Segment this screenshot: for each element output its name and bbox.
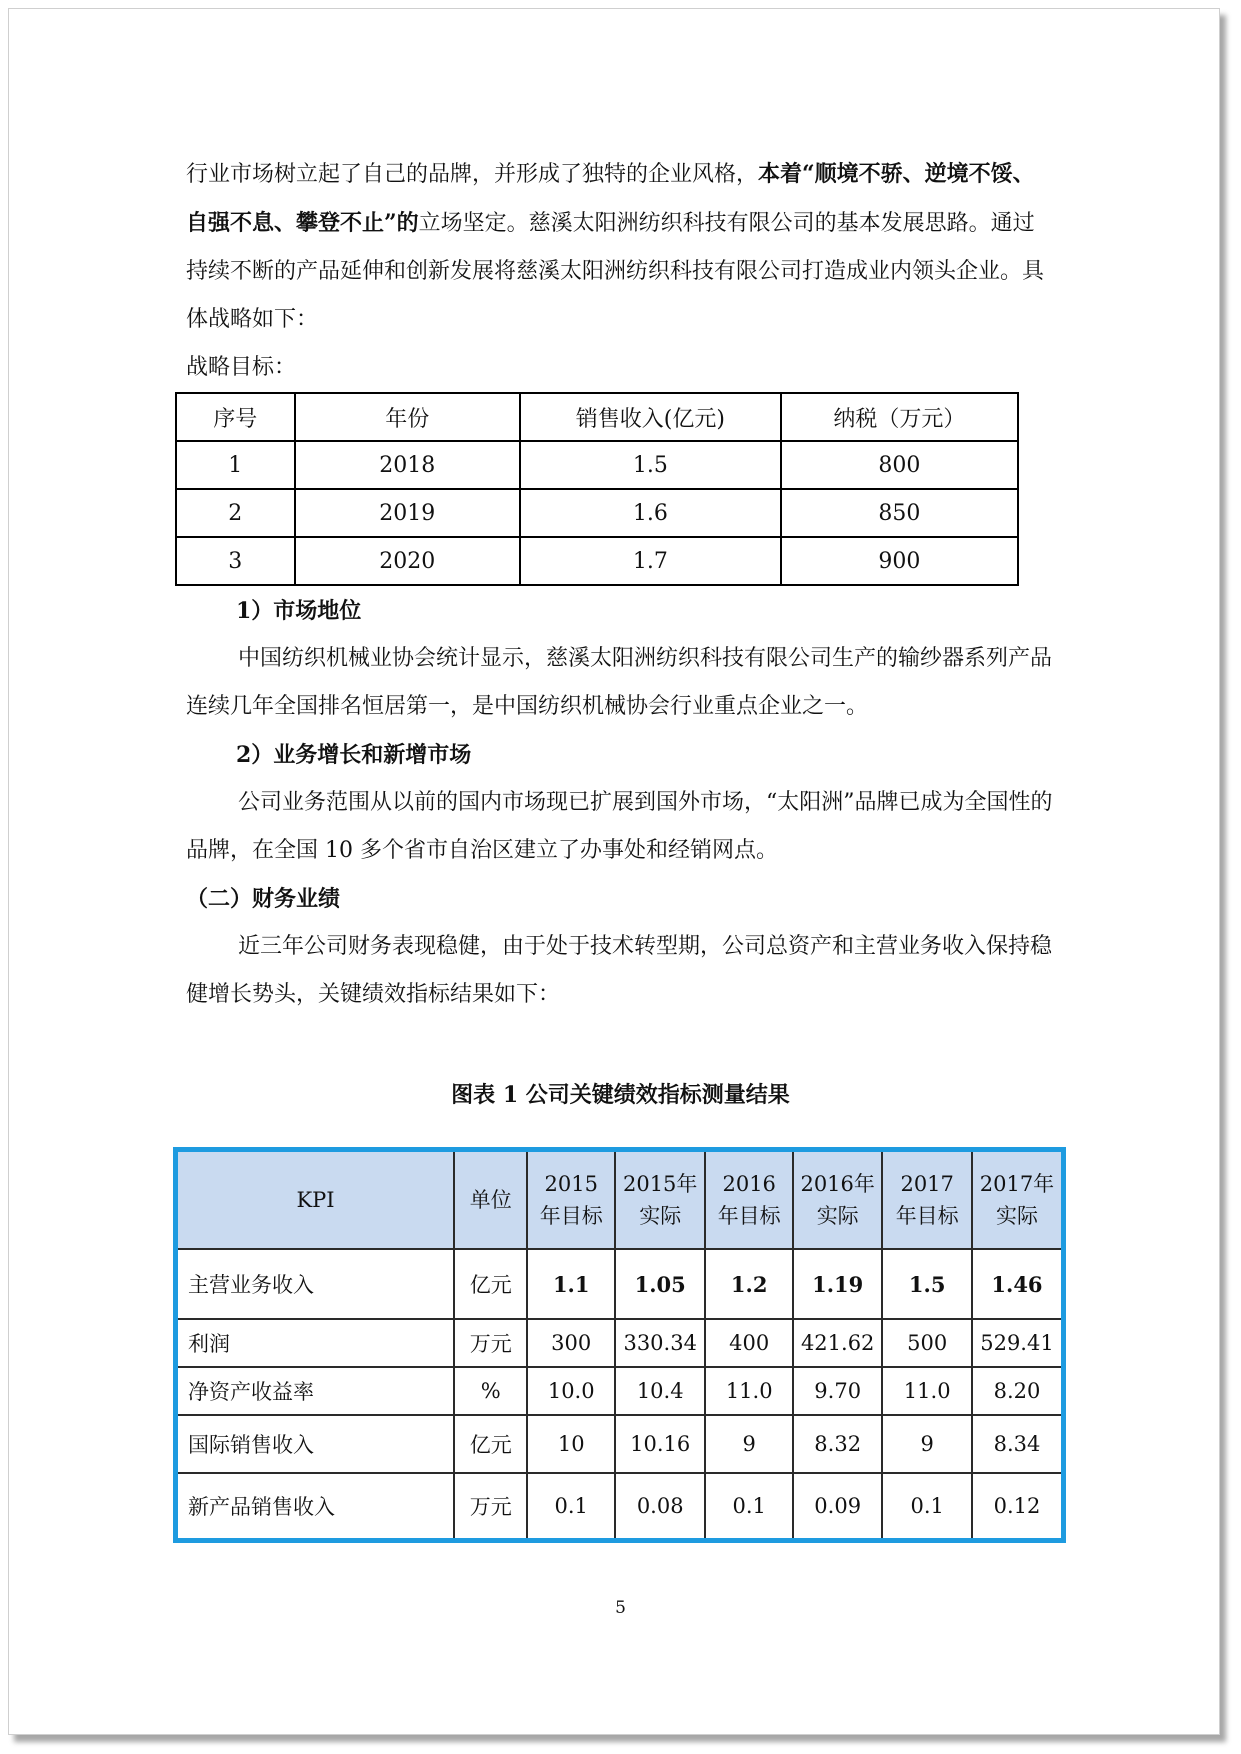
kpi-value: 1.1	[527, 1249, 614, 1319]
kpi-value: 9	[882, 1415, 972, 1473]
kpi-value: 0.1	[527, 1473, 614, 1541]
intro-text-b: 立场坚定。慈溪太阳洲纺织科技有限公司的基本发展思路。通过持续不断的产品延伸和创新发展将慈溪太阳洲纺织科技有限公司打造成业内领头企业。具体战略如下：	[186, 211, 1045, 332]
kpi-row	[176, 1319, 1064, 1367]
intro-text-bold: 本着“顺境不骄、逆境不馁、自强不息、攀登不止”的	[186, 161, 1035, 236]
kpi-value: 10	[527, 1415, 614, 1473]
table-cell: 纳税（万元）	[781, 393, 1018, 441]
strategy-table	[175, 392, 1019, 586]
kpi-value: 9	[705, 1415, 792, 1473]
kpi-value: 10.16	[615, 1415, 706, 1473]
table-row	[176, 441, 1018, 489]
kpi-unit: 万元	[454, 1473, 527, 1541]
table-cell: 1.7	[520, 537, 781, 585]
strategy-label: 战略目标：	[186, 355, 297, 380]
kpi-value: 0.09	[793, 1473, 883, 1541]
body-text	[186, 150, 1056, 392]
kpi-header-cell: 2016年 实际	[793, 1150, 883, 1250]
table-cell: 850	[781, 489, 1018, 537]
kpi-header-cell: 单位	[454, 1150, 527, 1250]
table-cell: 2018	[295, 441, 520, 489]
table-header-row	[176, 393, 1018, 441]
kpi-header-cell: KPI	[176, 1150, 455, 1250]
kpi-value: 529.41	[972, 1319, 1064, 1367]
kpi-value: 300	[527, 1319, 614, 1367]
kpi-unit: 亿元	[454, 1249, 527, 1319]
kpi-name: 主营业务收入	[176, 1249, 455, 1319]
kpi-value: 400	[705, 1319, 792, 1367]
finance-heading: （二）财务业绩	[186, 886, 341, 912]
table-cell: 800	[781, 441, 1018, 489]
sections	[186, 587, 1056, 1019]
kpi-value: 11.0	[705, 1367, 792, 1415]
kpi-unit: 万元	[454, 1319, 527, 1367]
table-row	[176, 537, 1018, 585]
market-heading: 1）市场地位	[236, 598, 362, 624]
kpi-row	[176, 1473, 1064, 1541]
table-cell: 销售收入(亿元)	[520, 393, 781, 441]
table-cell: 序号	[176, 393, 295, 441]
kpi-value: 0.08	[615, 1473, 706, 1541]
kpi-value: 421.62	[793, 1319, 883, 1367]
kpi-header-cell: 2016 年目标	[705, 1150, 792, 1250]
growth-heading: 2）业务增长和新增市场	[236, 742, 472, 768]
kpi-value: 10.4	[615, 1367, 706, 1415]
market-text: 中国纺织机械业协会统计显示，慈溪太阳洲纺织科技有限公司生产的输纱器系列产品连续几年全国排名恒居第一，是中国纺织机械协会行业重点企业之一。	[186, 646, 1053, 719]
table-cell: 1	[176, 441, 295, 489]
kpi-value: 1.5	[882, 1249, 972, 1319]
table-cell: 年份	[295, 393, 520, 441]
kpi-name: 新产品销售收入	[176, 1473, 455, 1541]
table-cell: 2020	[295, 537, 520, 585]
kpi-header-row	[176, 1150, 1064, 1250]
table-cell: 3	[176, 537, 295, 585]
kpi-value: 500	[882, 1319, 972, 1367]
kpi-name: 国际销售收入	[176, 1415, 455, 1473]
kpi-value: 10.0	[527, 1367, 614, 1415]
kpi-value: 8.32	[793, 1415, 883, 1473]
kpi-name: 净资产收益率	[176, 1367, 455, 1415]
intro-text-a: 行业市场树立起了自己的品牌，并形成了独特的企业风格，	[186, 162, 759, 187]
table-cell: 1.6	[520, 489, 781, 537]
kpi-value: 8.20	[972, 1367, 1064, 1415]
table-row	[176, 489, 1018, 537]
kpi-value: 1.46	[972, 1249, 1064, 1319]
kpi-value: 11.0	[882, 1367, 972, 1415]
table-cell: 2019	[295, 489, 520, 537]
kpi-value: 0.12	[972, 1473, 1064, 1541]
kpi-value: 330.34	[615, 1319, 706, 1367]
kpi-name: 利润	[176, 1319, 455, 1367]
kpi-row	[176, 1367, 1064, 1415]
page-number: 5	[615, 1598, 626, 1618]
finance-text: 近三年公司财务表现稳健，由于处于技术转型期，公司总资产和主营业务收入保持稳健增长势头，关键绩效指标结果如下：	[186, 934, 1053, 1007]
kpi-unit: 亿元	[454, 1415, 527, 1473]
kpi-value: 0.1	[705, 1473, 792, 1541]
kpi-row	[176, 1249, 1064, 1319]
kpi-header-cell: 2015 年目标	[527, 1150, 614, 1250]
table-cell: 2	[176, 489, 295, 537]
kpi-header-cell: 2015年 实际	[615, 1150, 706, 1250]
kpi-value: 0.1	[882, 1473, 972, 1541]
table-cell: 900	[781, 537, 1018, 585]
kpi-value: 1.2	[705, 1249, 792, 1319]
kpi-header-cell: 2017 年目标	[882, 1150, 972, 1250]
kpi-table	[173, 1147, 1066, 1543]
kpi-caption: 图表 1 公司关键绩效指标测量结果	[451, 1082, 790, 1108]
kpi-value: 9.70	[793, 1367, 883, 1415]
kpi-header-cell: 2017年 实际	[972, 1150, 1064, 1250]
intro-paragraph	[186, 150, 1056, 344]
kpi-value: 1.19	[793, 1249, 883, 1319]
growth-text: 公司业务范围从以前的国内市场现已扩展到国外市场，“太阳洲”品牌已成为全国性的品牌，在全国 10 多个省市自治区建立了办事处和经销网点。	[186, 790, 1053, 863]
kpi-value: 8.34	[972, 1415, 1064, 1473]
kpi-unit: %	[454, 1367, 527, 1415]
kpi-value: 1.05	[615, 1249, 706, 1319]
kpi-row	[176, 1415, 1064, 1473]
table-cell: 1.5	[520, 441, 781, 489]
